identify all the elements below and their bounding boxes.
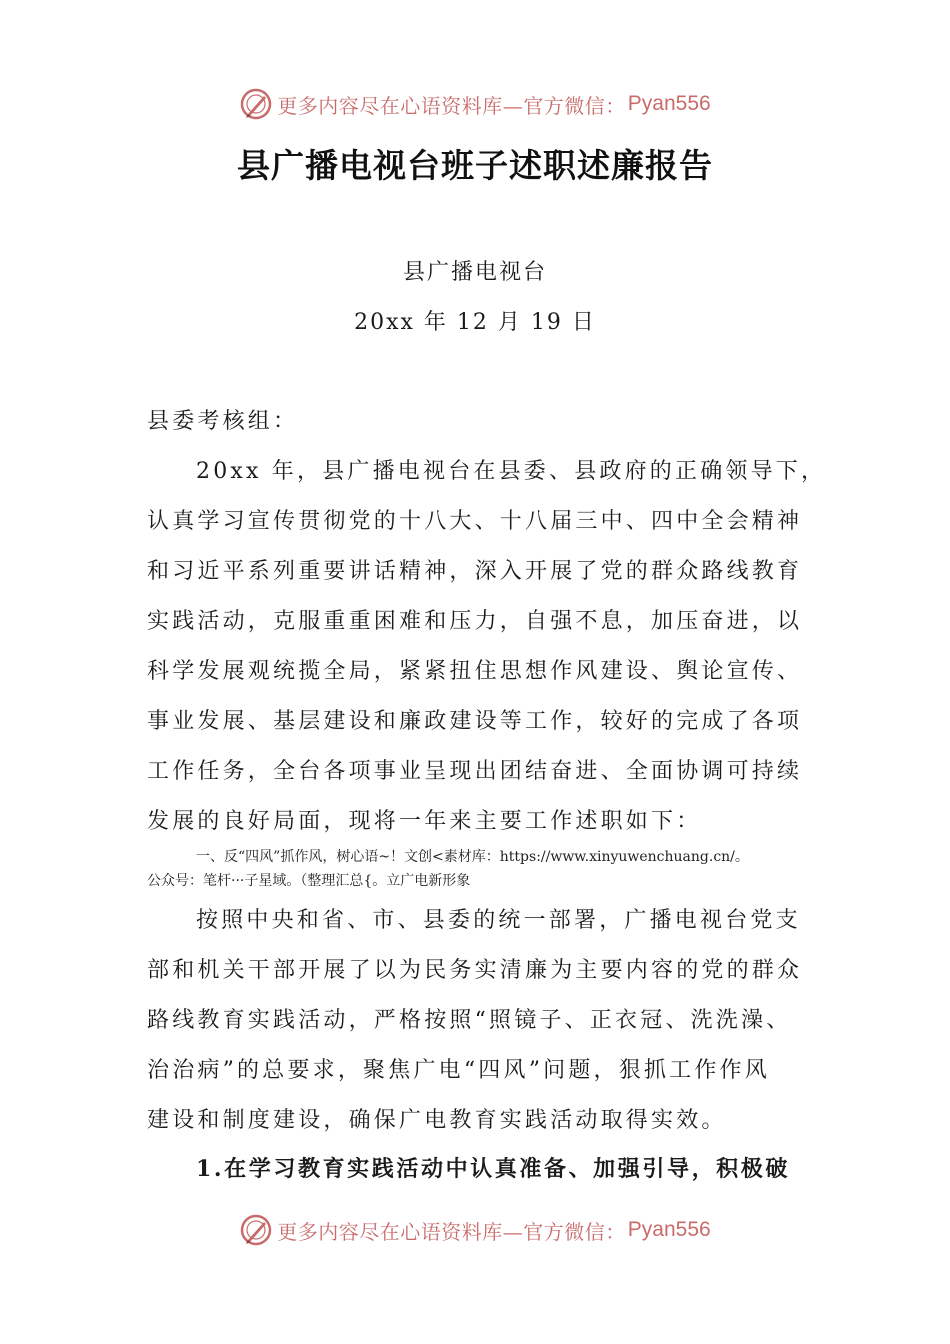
banner-wechat-id: Pyan556 [627, 92, 711, 115]
para1-line: 科学发展观统揽全局，紧紧扭住思想作风建设、舆论宣传、 [147, 659, 803, 684]
document-org: 县广播电视台 [402, 260, 547, 285]
note-line: 公众号：笔杆···子星域。（整理汇总{。立广电新形象 [147, 873, 471, 889]
para1-line: 实践活动，克服重重困难和压力，自强不息，加压奋进，以 [147, 609, 803, 634]
para2-line: 路线教育实践活动，严格按照“照镜子、正衣冠、洗洗澡、 [147, 1008, 792, 1033]
para1-line: 工作任务，全台各项事业呈现出团结奋进、全面协调可持续 [147, 759, 803, 784]
banner-wechat-id: Pyan556 [627, 1218, 711, 1241]
para2-line: 按照中央和省、市、县委的统一部署，广播电视台党支 [196, 908, 801, 933]
para1-line: 和习近平系列重要讲话精神，深入开展了党的群众路线教育 [147, 559, 803, 584]
banner-text: 更多内容尽在心语资料库—官方微信： [277, 1219, 626, 1244]
footer-banner [0, 1208, 950, 1252]
para2-line: 建设和制度建设，确保广电教育实践活动取得实效。 [147, 1108, 727, 1133]
para1-line: 发展的良好局面，现将一年来主要工作述职如下： [147, 809, 702, 834]
header-banner [0, 82, 950, 126]
note-line: 一、反“四风”抓作风，树心语~！文创<素材库：https://www.xinyuwenchuang.cn/。 [196, 849, 749, 865]
para2-line: 部和机关干部开展了以为民务实清廉为主要内容的党的群众 [147, 958, 803, 983]
pen-logo-icon [239, 87, 273, 121]
document-title: 县广播电视台班子述职述廉报告 [237, 146, 713, 185]
para2-line: 治治病”的总要求，聚焦广电“四风”问题，狠抓工作作风 [147, 1058, 770, 1083]
banner-text: 更多内容尽在心语资料库—官方微信： [277, 93, 626, 118]
para1-line: 20xx 年，县广播电视台在县委、县政府的正确领导下， [196, 459, 827, 484]
pen-logo-icon [239, 1213, 273, 1247]
para1-line: 认真学习宣传贯彻党的十八大、十八届三中、四中全会精神 [147, 509, 803, 534]
salutation: 县委考核组： [147, 409, 299, 434]
para1-line: 事业发展、基层建设和廉政建设等工作，较好的完成了各项 [147, 709, 803, 734]
document-date: 20xx 年 12 月 19 日 [354, 310, 596, 335]
section-heading: 1.在学习教育实践活动中认真准备、加强引导，积极破 [196, 1156, 790, 1182]
